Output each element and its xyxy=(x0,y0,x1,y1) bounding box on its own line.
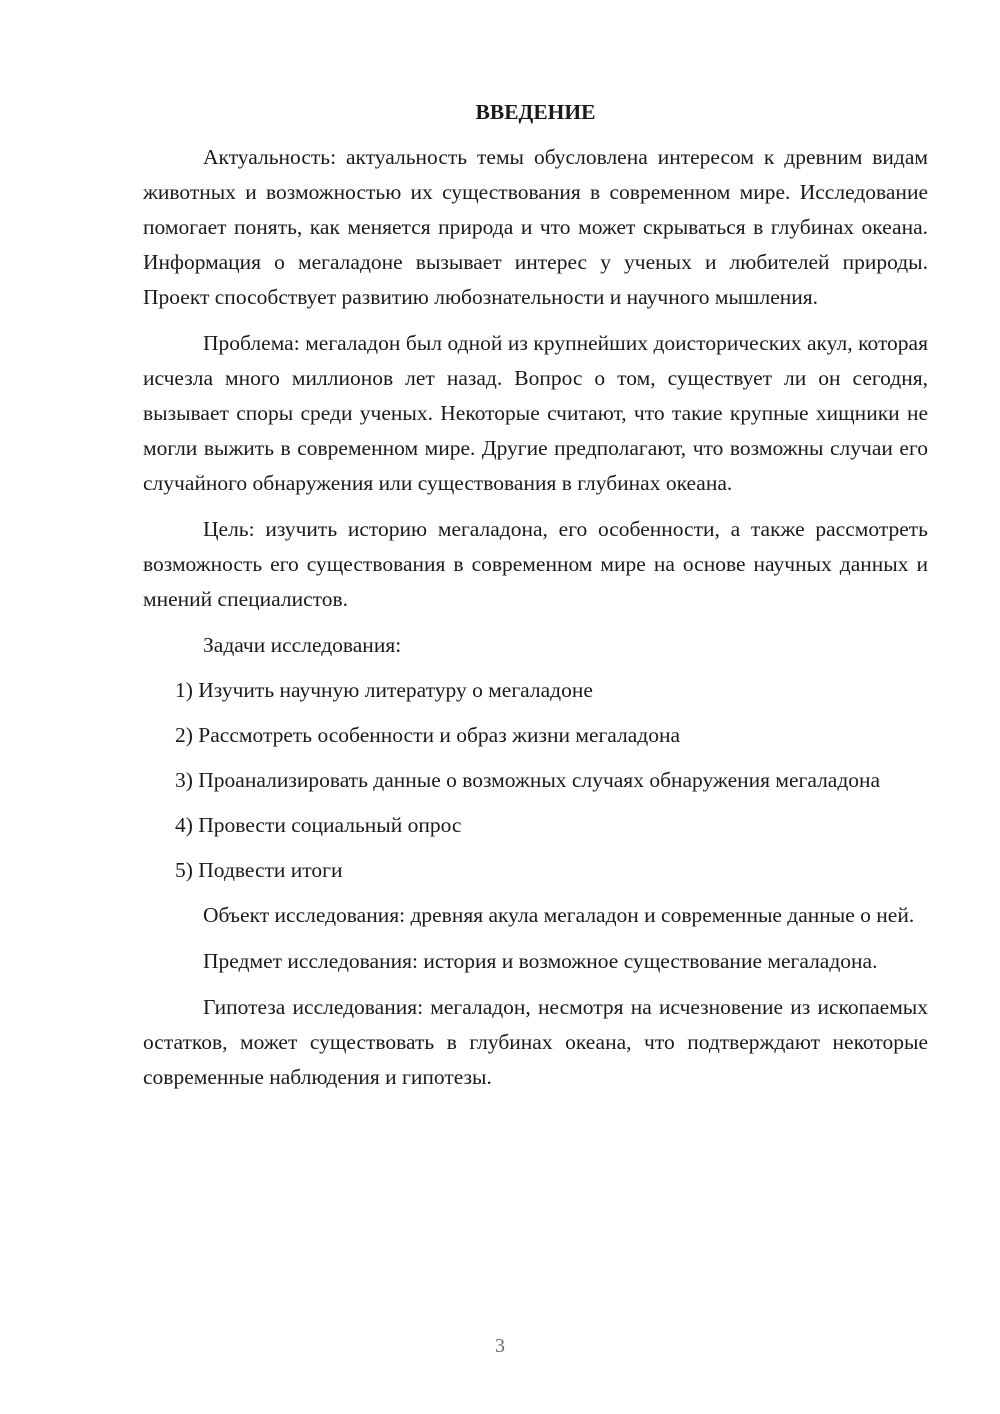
paragraph-relevance: Актуальность: актуальность темы обусловлена интересом к древним видам животных и возможностью их существования в современном мире. Исследование помогает понять, как меняется природа и что может скрываться в глубинах океана. Информация о мегаладоне вызывает интерес у ученых и любителей природы. Проект способствует развитию любознательности и научного мышления. xyxy=(143,145,928,309)
paragraph-goal: Цель: изучить историю мегаладона, его особенности, а также рассмотреть возможность его существования в современном мире на основе научных данных и мнений специалистов. xyxy=(143,517,928,611)
paragraph-subject: Предмет исследования: история и возможное существование мегаладона. xyxy=(203,949,878,973)
paragraph-hypothesis: Гипотеза исследования: мегаладон, несмотря на исчезновение из ископаемых остатков, может существовать в глубинах океана, что подтверждают некоторые современные наблюдения и гипотезы. xyxy=(143,995,928,1089)
paragraph-problem: Проблема: мегаладон был одной из крупнейших доисторических акул, которая исчезла много миллионов лет назад. Вопрос о том, существует ли он сегодня, вызывает споры среди ученых. Некоторые считают, что такие крупные хищники не могли выжить в современном мире. Другие предполагают, что возможны случаи его случайного обнаружения или существования в глубинах океана. xyxy=(143,331,928,495)
tasks-heading: Задачи исследования: xyxy=(203,633,402,657)
document-page xyxy=(143,95,928,1106)
task-item: 1) Изучить научную литературу о мегаладоне xyxy=(175,678,593,702)
task-item: 4) Провести социальный опрос xyxy=(175,813,462,837)
page-number: 3 xyxy=(495,1335,505,1357)
paragraph-object: Объект исследования: древняя акула мегаладон и современные данные о ней. xyxy=(203,903,915,927)
task-item: 5) Подвести итоги xyxy=(175,858,343,882)
task-item: 3) Проанализировать данные о возможных случаях обнаружения мегаладона xyxy=(175,768,881,792)
section-title: ВВЕДЕНИЕ xyxy=(475,100,596,124)
task-item: 2) Рассмотреть особенности и образ жизни мегаладона xyxy=(175,723,681,747)
